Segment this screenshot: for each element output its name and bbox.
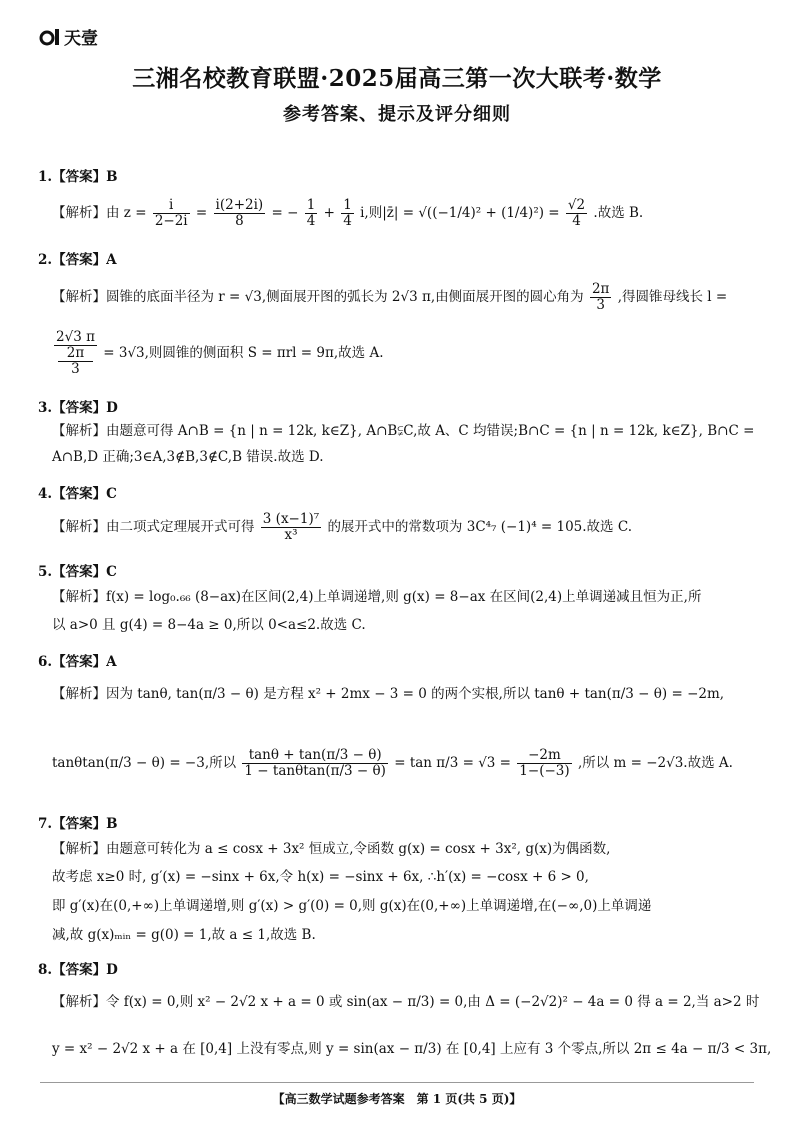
q6-analysis-line1: 【解析】因为 tanθ, tan(π/3 − θ) 是方程 x² + 2mx − 3 = 0 的两个实根,所以 tanθ + tan(π/3 − θ) = −2m, bbox=[52, 686, 725, 702]
fraction: $\frac{i}{2-2i}$ bbox=[154, 197, 188, 229]
logo-text: 天壹 bbox=[64, 29, 98, 49]
fraction: $\frac{\tan\theta + \tan(\pi/3 - \theta)}{1 - \tan\theta\tan(\pi/3 - \theta)}$ bbox=[244, 747, 386, 779]
q7-analysis-line4: 减,故 g(x)ₘᵢₙ = g(0) = 1,故 a ≤ 1,故选 B. bbox=[52, 927, 316, 943]
page-footer: 【高三数学试题参考答案 第 1 页(共 5 页)】 bbox=[272, 1092, 522, 1106]
q2-analysis-line1: 【解析】圆锥的底面半径为 r = √3,侧面展开图的弧长为 2√3 π,由侧面展开图的圆心角为 $\frac{2\pi}{3}$ ,得圆锥母线长 l = bbox=[52, 281, 728, 313]
q1-analysis: 【解析】由 z = $\frac{i}{2-2i}$ = $\frac{i(2+2i)}{8}$ = − $\frac{1}{4}$ + $\frac{1}{4}$ i,则|z̄| = √((−1/4)² + (1/4)²) = $\frac{√2}{4}$ .故选 B. bbox=[52, 197, 644, 229]
q6-analysis-line2: tanθtan(π/3 − θ) = −3,所以 $\frac{\tan\theta + \tan(\pi/3 - \theta)}{1 - \tan\theta\tan(\pi/3 - \theta)}$ = tan π/3 = √3 = $\frac{-2m}{1-(-3)}$ ,所以 m = −2√3.故选 A. bbox=[52, 747, 733, 779]
q8-analysis-line2: y = x² − 2√2 x + a 在 [0,4] 上没有零点,则 y = sin(ax − π/3) 在 [0,4] 上应有 3 个零点,所以 2π ≤ 4a − π/3 < 3π, bbox=[52, 1041, 772, 1057]
q5-analysis-line2: 以 a>0 且 g(4) = 8−4a ≥ 0,所以 0<a≤2.故选 C. bbox=[52, 617, 366, 633]
page-subtitle: 参考答案、提示及评分细则 bbox=[283, 104, 511, 125]
q3-answer: 3.【答案】D bbox=[38, 400, 118, 416]
q8-analysis-line1: 【解析】令 f(x) = 0,则 x² − 2√2 x + a = 0 或 sin(ax − π/3) = 0,由 Δ = (−2√2)² − 4a = 0 得 a = 2,当 a>2 时 bbox=[52, 994, 760, 1010]
q7-answer: 7.【答案】B bbox=[38, 816, 118, 832]
q5-analysis-line1: 【解析】f(x) = log₀.₆₆ (8−ax)在区间(2,4)上单调递增,则 g(x) = 8−ax 在区间(2,4)上单调递减且恒为正,所 bbox=[52, 589, 702, 605]
q2-answer: 2.【答案】A bbox=[38, 252, 117, 268]
q7-analysis-line3: 即 g′(x)在(0,+∞)上单调递增,则 g′(x) > g′(0) = 0,则 g(x)在(0,+∞)上单调递增,在(−∞,0)上单调递 bbox=[52, 898, 652, 914]
q1-answer: 1.【答案】B bbox=[38, 169, 118, 185]
q7-analysis-line2: 故考虑 x≥0 时, g′(x) = −sinx + 6x,令 h(x) = −sinx + 6x, ∴h′(x) = −cosx + 6 > 0, bbox=[52, 869, 589, 885]
q6-answer: 6.【答案】A bbox=[38, 654, 117, 670]
q7-analysis-line1: 【解析】由题意可转化为 a ≤ cosx + 3x² 恒成立,令函数 g(x) = cosx + 3x², g(x)为偶函数, bbox=[52, 841, 611, 857]
fraction: $\frac{√2}{4}$ bbox=[567, 197, 586, 229]
q4-analysis: 【解析】由二项式定理展开式可得 $\frac{\text{3 (x−1)⁷}}{\text{x³}}$ 的展开式中的常数项为 3C⁴₇ (−1)⁴ = 105.故选 C. bbox=[52, 511, 632, 543]
footer-divider bbox=[40, 1082, 754, 1083]
fraction: $\frac{i(2+2i)}{8}$ bbox=[215, 197, 264, 229]
fraction: $\frac{2\pi}{3}$ bbox=[591, 281, 610, 313]
fraction: $\frac{-2m}{1-(-3)}$ bbox=[519, 747, 570, 779]
q3-analysis-line1: 【解析】由题意可得 A∩B = {n | n = 12k, k∈Z}, A∩B⫋C,故 A、C 均错误;B∩C = {n | n = 12k, k∈Z}, B∩C = bbox=[52, 423, 755, 439]
q8-answer: 8.【答案】D bbox=[38, 962, 118, 978]
q2-analysis-line2: 2√3 π 2π 3 = 3√3,则圆锥的侧面积 S = πrl = 9π,故选 A. bbox=[56, 329, 384, 377]
brand-logo bbox=[38, 24, 118, 50]
q4-answer: 4.【答案】C bbox=[38, 486, 117, 502]
fraction: $\frac{1}{4}$ bbox=[306, 197, 316, 229]
fraction: $\frac{\text{3 (x−1)⁷}}{\text{x³}}$ bbox=[262, 511, 320, 543]
compound-fraction: 2√3 π 2π 3 bbox=[56, 329, 95, 377]
fraction: $\frac{1}{4}$ bbox=[343, 197, 352, 229]
q3-analysis-line2: A∩B,D 正确;3∈A,3∉B,3∉C,B 错误.故选 D. bbox=[52, 449, 324, 465]
q5-answer: 5.【答案】C bbox=[38, 564, 117, 580]
page-title: 三湘名校教育联盟·2025届高三第一次大联考·数学 bbox=[132, 65, 662, 92]
